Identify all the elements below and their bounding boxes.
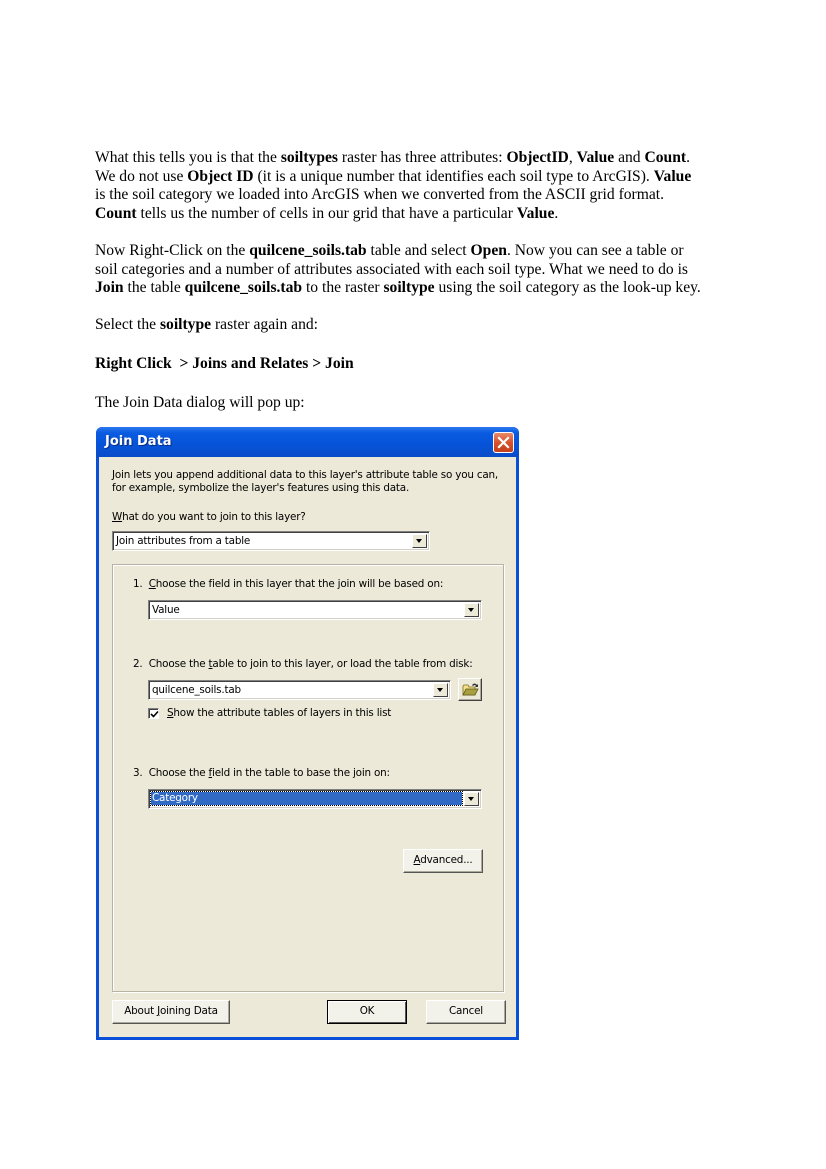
bold-soiltype: soiltype <box>159 316 212 333</box>
mnemonic: C <box>148 578 156 590</box>
join-data-dialog <box>96 427 519 1040</box>
label-text: 3. Choose the <box>133 767 209 779</box>
join-type-dropdown[interactable] <box>112 531 430 551</box>
mnemonic: t <box>208 658 213 670</box>
step3-label <box>133 767 390 779</box>
text: The Join Data dialog will pop up: <box>95 394 305 411</box>
show-attribute-tables-checkbox[interactable] <box>148 708 159 719</box>
mnemonic: f <box>208 767 213 779</box>
description-line: for example, symbolize the layer's features using this data. <box>112 482 410 494</box>
bold-value: Value <box>516 204 555 222</box>
text: (it is a unique number that identifies each soil type to ArcGIS). <box>253 167 654 185</box>
join-type-label <box>112 511 306 523</box>
text: raster has three attributes: <box>338 149 507 166</box>
button-label: oining Data <box>159 1005 218 1017</box>
paragraph-select-raster <box>95 316 735 335</box>
text: is the soil category we loaded into ArcGIS when we converted from the ASCII grid format. <box>95 186 665 204</box>
text: to the raster <box>302 279 384 297</box>
text: Now Right-Click on the <box>95 242 250 259</box>
show-attribute-tables-label <box>167 707 391 719</box>
bold-soiltypes: soiltypes <box>280 149 338 166</box>
menu-path: Right Click > Joins and Relates > Join <box>95 355 354 372</box>
text: raster again and: <box>211 316 319 333</box>
bold-table-name: quilcene_soils.tab <box>184 279 303 297</box>
join-type-value: Join attributes from a table <box>116 535 251 547</box>
table-field-dropdown[interactable] <box>148 789 482 809</box>
label-text: able to join to this layer, or load the table from disk: <box>212 658 473 670</box>
paragraph-join-instructions <box>95 242 735 298</box>
chevron-down-icon[interactable] <box>464 792 479 806</box>
advanced-button[interactable] <box>403 849 483 873</box>
chevron-down-icon[interactable] <box>412 534 427 548</box>
bold-value: Value <box>653 167 692 185</box>
button-label: About <box>124 1005 158 1017</box>
text: , <box>568 149 577 166</box>
text: . <box>554 204 559 222</box>
chevron-down-icon[interactable] <box>433 683 448 697</box>
text: . <box>686 149 690 166</box>
label-text: hoose the field in this layer that the join will be based on: <box>155 578 444 590</box>
text: and <box>614 149 645 166</box>
browse-table-button[interactable] <box>458 678 482 701</box>
description-line: Join lets you append additional data to this layer's attribute table so you can, <box>112 469 499 481</box>
step1-label <box>133 578 443 590</box>
close-icon <box>497 436 510 449</box>
join-table-value: quilcene_soils.tab <box>152 684 241 696</box>
ok-button[interactable]: OK <box>327 1000 407 1024</box>
join-table-dropdown[interactable] <box>148 680 451 700</box>
mnemonic: J <box>157 1005 160 1017</box>
text: soil categories and a number of attributes associated with each soil type. What we need to do is <box>95 260 688 278</box>
dialog-title: Join Data <box>105 434 172 449</box>
dialog-description <box>112 469 507 495</box>
label-text: ield in the table to base the join on: <box>212 767 390 779</box>
label-text: 1. <box>133 578 149 590</box>
bold-soiltype: soiltype <box>383 279 435 297</box>
bold-count: Count <box>95 204 137 222</box>
label-text: hat do you want to join to this layer? <box>122 511 306 523</box>
step2-label <box>133 658 473 670</box>
open-folder-icon <box>462 682 479 697</box>
layer-field-value: Value <box>152 604 180 616</box>
bold-open: Open <box>470 242 507 259</box>
text: table and select <box>366 242 471 259</box>
table-field-value: Category <box>151 792 462 805</box>
dialog-body <box>99 457 516 1037</box>
bold-count: Count <box>644 149 687 166</box>
paragraph-dialog-intro <box>95 394 735 413</box>
label-text: 2. Choose the <box>133 658 209 670</box>
paragraph-menu-path <box>95 355 735 374</box>
title-bar[interactable] <box>96 427 519 457</box>
text: What this tells you is that the <box>95 149 281 166</box>
close-button[interactable] <box>493 432 514 453</box>
mnemonic: S <box>167 707 174 719</box>
about-joining-data-button[interactable] <box>112 1000 230 1024</box>
checkmark-icon <box>150 710 159 719</box>
text: tells us the number of cells in our grid that have a particular <box>136 204 517 222</box>
cancel-button[interactable]: Cancel <box>426 1000 506 1024</box>
text: the table <box>123 279 185 297</box>
mnemonic: W <box>112 511 123 523</box>
paragraph-attributes <box>95 149 735 223</box>
bold-objectid: ObjectID <box>506 149 569 166</box>
join-options-group <box>112 564 504 992</box>
bold-table-name: quilcene_soils.tab <box>249 242 367 259</box>
mnemonic: A <box>413 854 421 866</box>
bold-object-id: Object ID <box>187 167 254 185</box>
text: using the soil category as the look-up key. <box>434 279 701 297</box>
text: . Now you can see a table or <box>506 242 684 259</box>
bold-value: Value <box>576 149 615 166</box>
text: We do not use <box>95 167 188 185</box>
label-text: how the attribute tables of layers in this list <box>173 707 392 719</box>
bold-join: Join <box>95 279 124 297</box>
button-label: dvanced... <box>420 854 473 866</box>
layer-field-dropdown[interactable] <box>148 600 482 620</box>
chevron-down-icon[interactable] <box>464 603 479 617</box>
text: Select the <box>95 316 160 333</box>
